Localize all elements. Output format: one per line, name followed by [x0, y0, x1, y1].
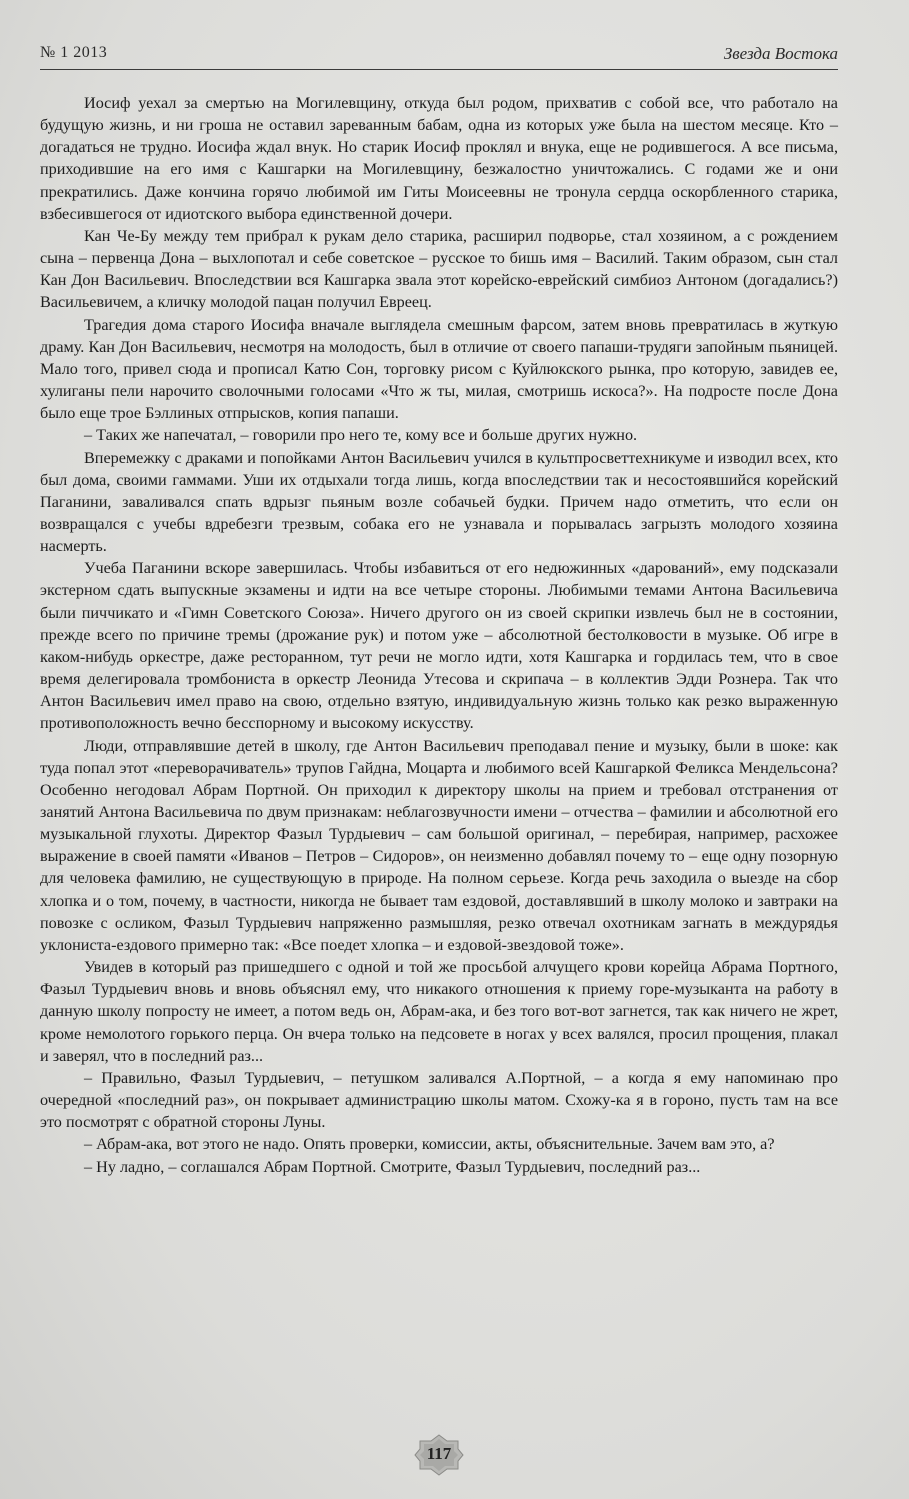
paragraph: Вперемежку с драками и попойками Антон Васильевич учился в культпросветтехникуме и изводил всех, кто был дома, своими гаммами. Уши их отдыхали тогда лишь, когда впоследствии так и несостоявшийся корейский Паганини, заваливался спать вдрызг пьяным возле собачьей будки. Причем надо отметить, что если он возвращался с учебы вдребезги трезвым, собака его не узнавала и порывалась загрызть молодого хозяина насмерть.: [40, 448, 838, 556]
paragraph: – Таких же напечатал, – говорили про него те, кому все и больше других нужно.: [84, 426, 638, 445]
paragraph: Кан Че-Бу между тем прибрал к рукам дело старика, расширил подворье, стал хозяином, а с рождением сына – первенца Дона – выхлопотал и себе советское – русское то бишь имя – Василий. Таким образом, сын стал Кан Дон Васильевич. Впоследствии вся Кашгарка звала этот корейско-еврейский симбиоз Антоном (догадались?) Васильевичем, а кличку молодой пацан получил Евреец.: [40, 226, 838, 312]
paragraph: Учеба Паганини вскоре завершилась. Чтобы избавиться от его недюжинных «дарований», ему подсказали экстерном сдать выпускные экзамены и идти на все четыре стороны. Любимыми темами Антона Васильевича были пиччикато и «Гимн Советского Союза». Ничего другого он из своей скрипки извлечь был не в состоянии, прежде всего по причине тремы (дрожание рук) и потом уже – абсолютной бестолковости в музыке. Об игре в каком-нибудь оркестре, даже ресторанном, тут речи не могло идти, хотя Кашгарка и гордилась тем, что в свое время делегировала тромбониста в оркестр Леонида Утесова и скрипача – в коллектив Эдди Рознера. Так что Антон Васильевич имел право на свою, отдельно взятую, индивидуальную жизнь только как резко выраженную противоположность вечно бесспорному и высокому искусству.: [40, 559, 838, 733]
paragraph: – Абрам-ака, вот этого не надо. Опять проверки, комиссии, акты, объяснительные. Зачем вам это, а?: [84, 1135, 775, 1154]
paragraph: – Правильно, Фазыл Турдыевич, – петушком заливался А.Портной, – а когда я ему напоминаю про очередной «последний раз», он покрывает администрацию школы матом. Схожу-ка я в гороно, пусть там на все это посмотрят с обратной стороны Луны.: [40, 1068, 838, 1132]
running-header: [40, 44, 838, 68]
paragraph: Трагедия дома старого Иосифа вначале выглядела смешным фарсом, затем вновь превратилась в жуткую драму. Кан Дон Васильевич, несмотря на молодость, был в отличие от своего папаши-трудяги запойным пьяницей. Мало того, привел сюда и прописал Катю Сон, торговку рисом с Куйлюкского рынка, про которую, завидев ее, хулиганы пели нарочито сволочными голосами «Что ж ты, милая, смотришь искоса?». На подросте после Дона было еще трое Бэллиных отпрысков, копия папаши.: [40, 315, 838, 423]
issue-number: № 1 2013: [40, 44, 108, 61]
article-body: [40, 92, 838, 1178]
paragraph: Иосиф уехал за смертью на Могилевщину, откуда был родом, прихватив с собой все, что работало на будущую жизнь, и ни гроша не оставил зареванным бабам, одна из которых уже была на шестом месяце. Кто – догадаться не трудно. Иосифа ждал внук. Но старик Иосиф проклял и внука, еще не родившегося. А все письма, приходившие на его имя с Кашгарки на Могилевщину, безжалостно уничтожались. С годами же и они прекратились. Даже кончина горячо любимой им Гиты Моисеевны не тронула сердца оскорбленного старика, взбесившегося от идиотского выбора единственной дочери.: [40, 94, 838, 223]
paragraph: Увидев в который раз пришедшего с одной и той же просьбой алчущего крови корейца Абрама Портного, Фазыл Турдыевич вновь и вновь объяснял ему, что никакого отношения к приему горе-музыканта на работу в данную школу попросту не имеет, а потом ведь он, Абрам-ака, и без того вот-вот загнется, так как ничего не жрет, кроме немолотого горького перца. Он вчера только на педсовете в ногах у всех валялся, просил прощения, плакал и заверял, что в последний раз...: [40, 958, 838, 1065]
page-number: 117: [426, 1444, 452, 1463]
paragraph: Люди, отправлявшие детей в школу, где Антон Васильевич преподавал пение и музыку, были в шоке: как туда попал этот «переворачиватель» трупов Гайдна, Моцарта и любимого всей Кашгаркой Феликса Мендельсона? Особенно негодовал Абрам Портной. Он приходил к директору школы на прием и требовал отстранения от занятий Антона Васильевича по двум признакам: неблагозвучности имени – отчества – фамилии и абсолютной его музыкальной глухоты. Директор Фазыл Турдыевич – сам большой оригинал, – перебирая, например, расхожее выражение в своей памяти «Иванов – Петров – Сидоров», он неизменно добавлял почему то – еще одну позорную для человека фамилию, не существующую в природе. На полном серьезе. Когда речь заходила о выезде на сбор хлопка и о том, почему, в частности, никогда не бывает там ездовой, доставлявший в школу молоко и завтраки на повозке с осликом, Фазыл Турдыевич напряженно размышляя, резко отвечал охотникам загнать в междурядья уклониста-ездового примерно так: «Все поедет хлопка – и ездовой-звездовой тоже».: [40, 736, 838, 954]
page-number-ornament: [414, 1434, 464, 1476]
paragraph: – Ну ладно, – соглашался Абрам Портной. Смотрите, Фазыл Турдыевич, последний раз...: [84, 1157, 701, 1176]
header-rule: [40, 69, 838, 70]
journal-title: Звезда Востока: [723, 44, 838, 63]
